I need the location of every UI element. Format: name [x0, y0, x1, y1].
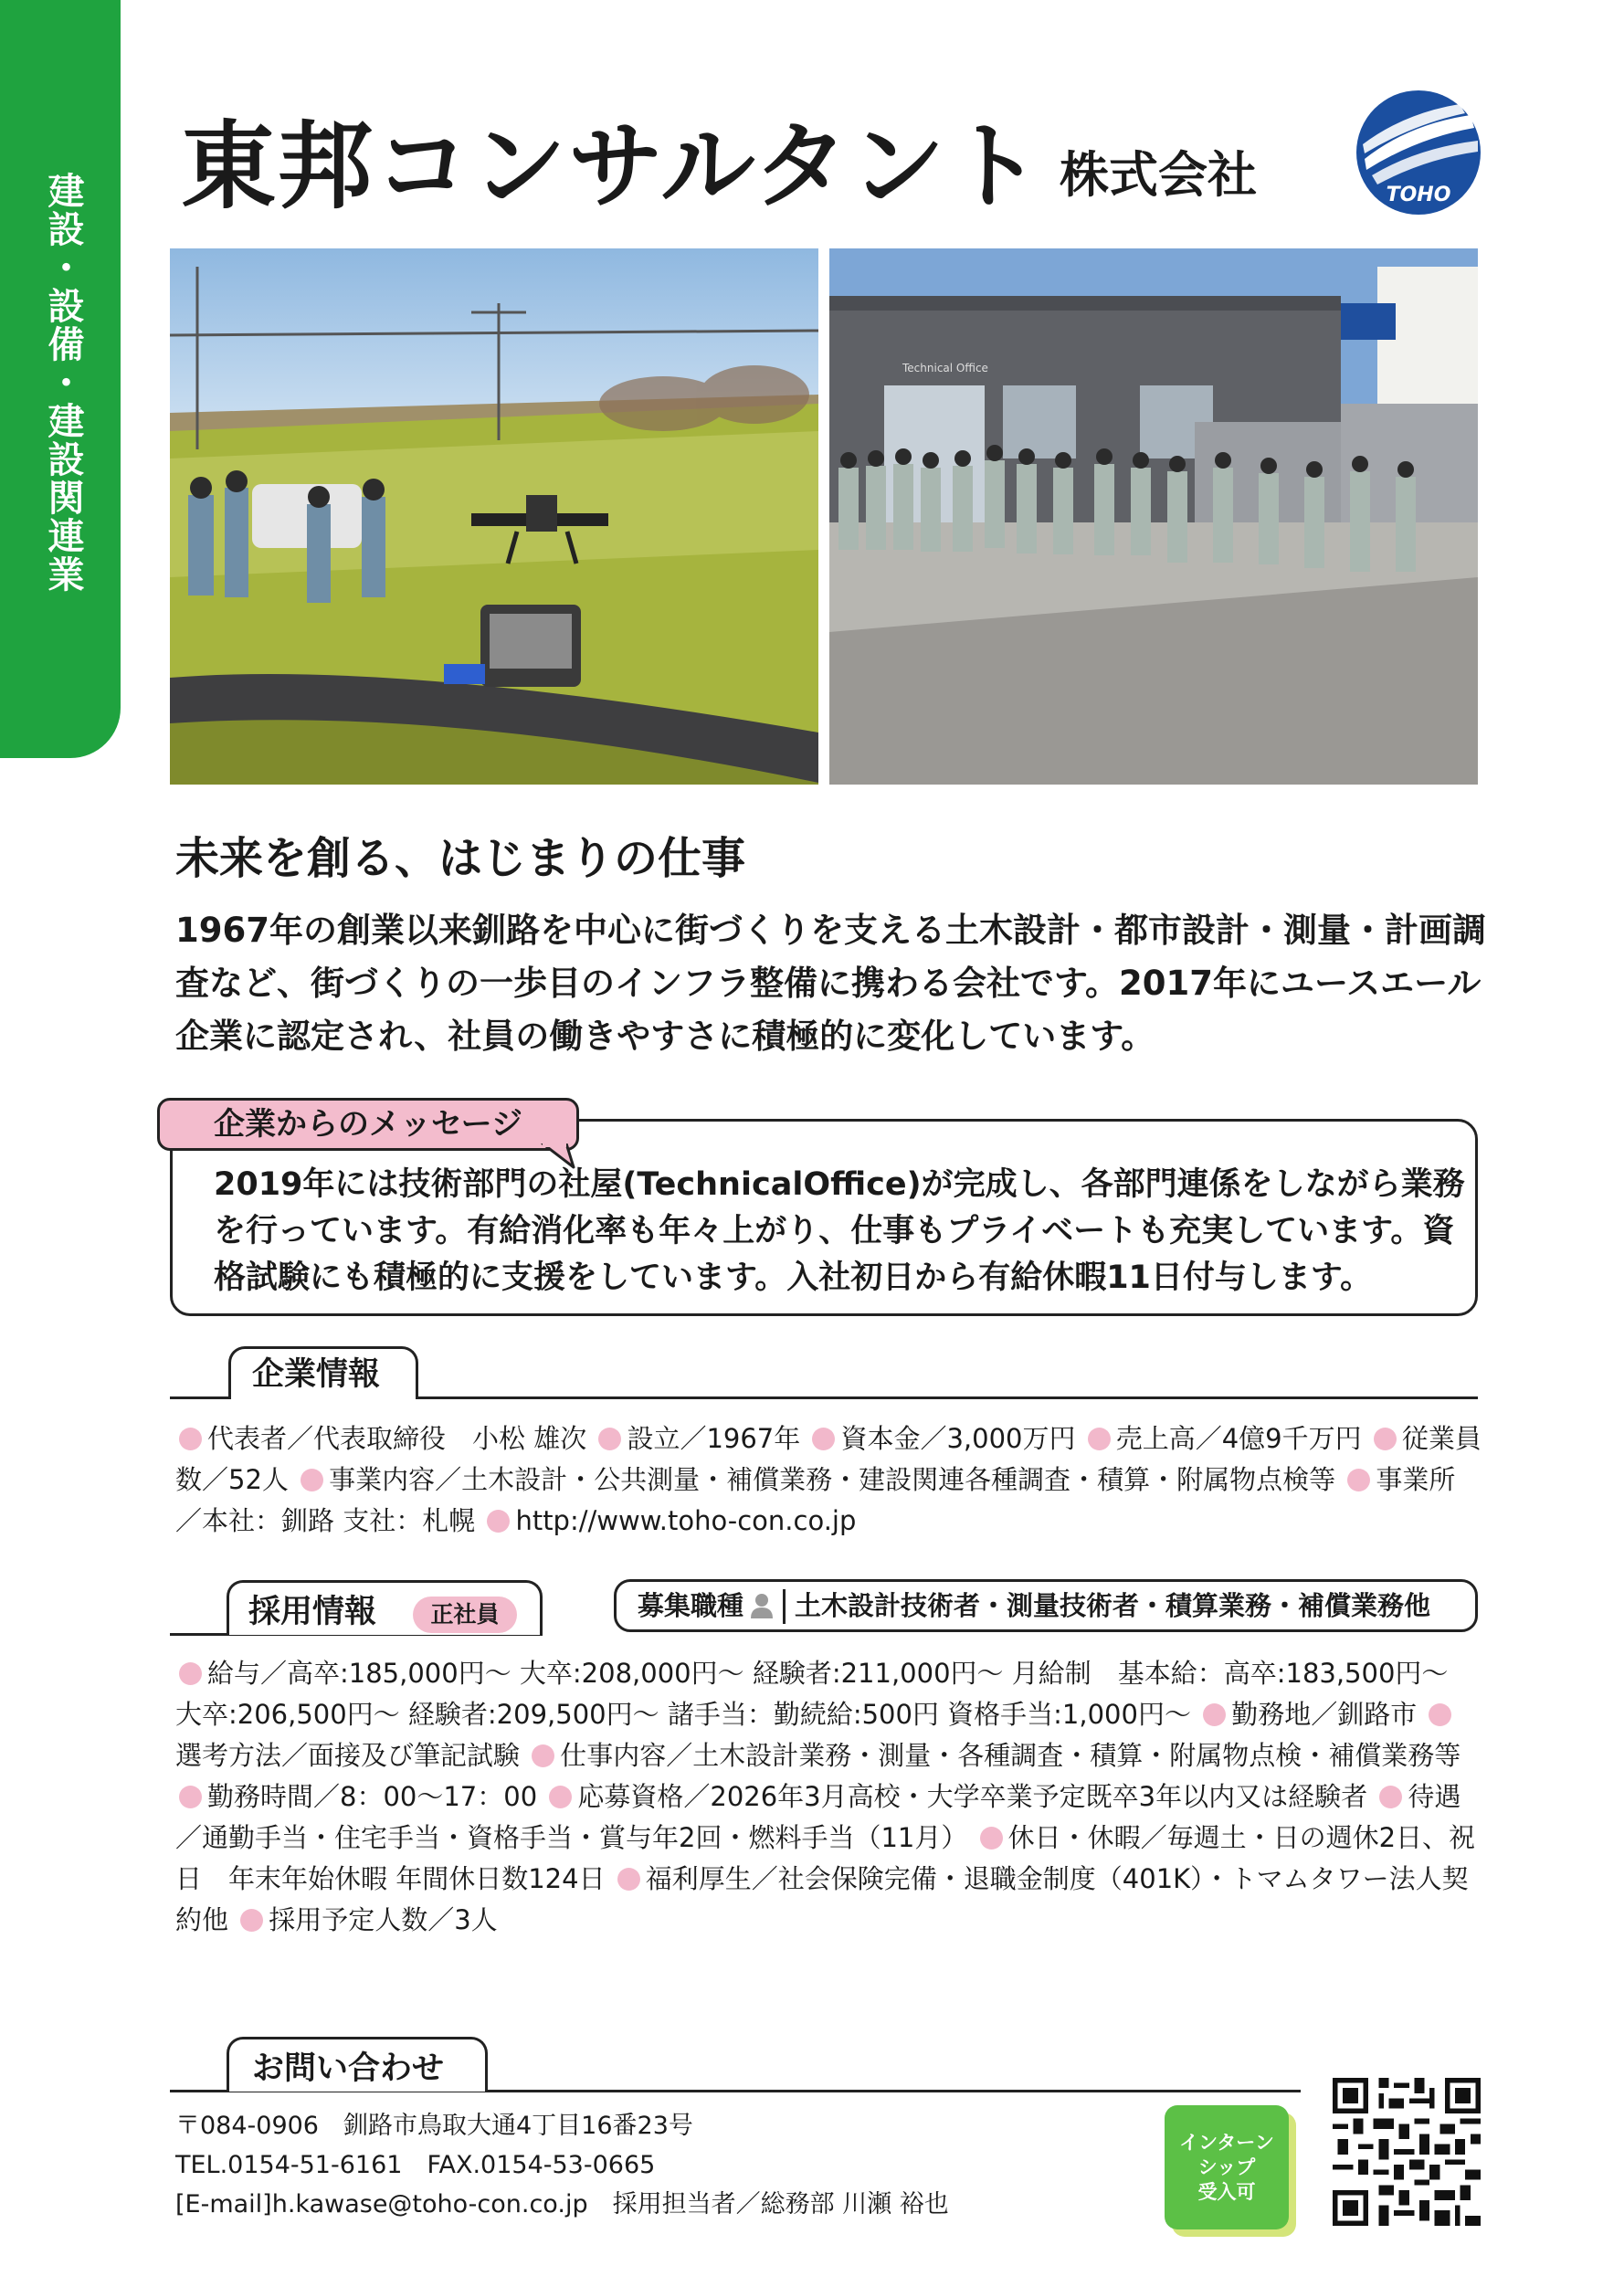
- photo-drone-survey: [170, 248, 818, 785]
- info-offices: 事業所／本社：釧路 支社：札幌: [175, 1464, 1456, 1536]
- contact-label: お問い合わせ: [252, 2050, 445, 2087]
- company-website-link[interactable]: http://www.toho-con.co.jp: [515, 1505, 857, 1536]
- bullet-icon: [617, 1868, 640, 1891]
- company-info-text: [175, 1418, 1482, 1542]
- info-sales: 売上高／4億9千万円: [1115, 1423, 1362, 1454]
- contact-address: 〒084-0906 釧路市鳥取大通4丁目16番23号: [175, 2112, 693, 2140]
- recruit-qualification: 応募資格／2026年3月高校・大学卒業予定既卒3年以内又は経験者: [577, 1781, 1368, 1812]
- recruit-text: [175, 1653, 1482, 1941]
- bullet-icon: [1429, 1703, 1451, 1726]
- bullet-icon: [1347, 1469, 1370, 1491]
- bullet-icon: [812, 1428, 835, 1450]
- job-category-label: 募集職種: [638, 1590, 744, 1621]
- employment-type-badge: 正社員: [413, 1597, 517, 1633]
- bullet-icon: [532, 1744, 554, 1767]
- info-employees: 従業員数／52人: [175, 1423, 1482, 1495]
- bullet-icon: [179, 1786, 202, 1808]
- contact-email[interactable]: [E-mail]h.kawase@toho-con.co.jp 採用担当者／総務部 川瀬 裕也: [175, 2190, 949, 2218]
- bullet-icon: [301, 1469, 323, 1491]
- message-text: 2019年には技術部門の社屋(TechnicalOffice)が完成し、各部門連係をしながら業務を行っています。有給消化率も年々上がり、仕事もプライベートも充実しています。資格試験にも積極的に支援をしています。入社初日から有給休暇11日付与します。: [214, 1166, 1465, 1296]
- bullet-icon: [1203, 1703, 1226, 1726]
- bullet-icon: [1379, 1786, 1402, 1808]
- info-founded: 設立／1967年: [627, 1423, 801, 1454]
- recruit-headcount: 採用予定人数／3人: [269, 1904, 498, 1935]
- info-representative: 代表者／代表取締役 小松 雄次: [207, 1423, 587, 1454]
- company-suffix: 株式会社: [1060, 146, 1257, 204]
- person-icon: [750, 1593, 774, 1618]
- logo-text: TOHO: [1386, 184, 1451, 206]
- info-business: 事業内容／土木設計・公共測量・補償業務・建設関連各種調査・積算・附属物点検等: [329, 1464, 1336, 1495]
- toho-logo-icon: [1354, 88, 1483, 217]
- bullet-icon: [980, 1827, 1003, 1850]
- bullet-icon: [487, 1510, 510, 1533]
- recruit-salary: 給与／高卒:185,000円～ 大卒:208,000円～ 経験者:211,000円～ 月給制 基本給：高卒:183,500円～ 大卒:206,500円～ 経験者:209,500円～ 諸手当：勤続給:500円 資格手当:1,000円～: [175, 1658, 1449, 1730]
- bullet-icon: [1374, 1428, 1397, 1450]
- recruit-job-content: 仕事内容／土木設計業務・測量・各種調査・積算・附属物点検・補償業務等: [560, 1740, 1461, 1771]
- bullet-icon: [549, 1786, 572, 1808]
- photo-technical-office: [829, 248, 1478, 785]
- info-capital: 資本金／3,000万円: [840, 1423, 1076, 1454]
- recruit-benefits: 待遇／通勤手当・住宅手当・資格手当・賞与年2回・燃料手当（11月）: [175, 1781, 1461, 1853]
- bullet-icon: [179, 1428, 202, 1450]
- recruit-label: 採用情報: [248, 1594, 377, 1630]
- qr-code-icon[interactable]: [1333, 2078, 1481, 2226]
- category-label: 建設・設備・建設関連業: [42, 172, 84, 594]
- recruit-holidays: 休日・休暇／毎週土・日の週休2日、祝日 年末年始休暇 年間休日数124日: [175, 1822, 1476, 1894]
- contact-text: [175, 2106, 949, 2224]
- bullet-icon: [179, 1662, 202, 1685]
- bullet-icon: [1088, 1428, 1111, 1450]
- company-info-label: 企業情報: [252, 1356, 381, 1393]
- catch-title: 未来を創る、はじまりの仕事: [175, 833, 746, 884]
- internship-badge: インターン シップ 受入可: [1165, 2105, 1289, 2229]
- recruit-location: 勤務地／釧路市: [1231, 1699, 1418, 1730]
- recruit-selection: 選考方法／面接及び筆記試験: [175, 1740, 521, 1771]
- bullet-icon: [598, 1428, 621, 1450]
- recruit-welfare: 福利厚生／社会保険完備・退職金制度（401K）・トマムタワー法人契約他: [175, 1863, 1469, 1935]
- job-category-text: 土木設計技術者・測量技術者・積算業務・補償業務他: [795, 1590, 1431, 1621]
- message-label: 企業からのメッセージ: [214, 1106, 522, 1143]
- company-name: 東邦コンサルタント: [181, 111, 1044, 222]
- contact-phone: TEL.0154-51-6161 FAX.0154-53-0665: [175, 2151, 656, 2179]
- office-sign: Technical Office: [902, 362, 988, 374]
- bullet-icon: [240, 1909, 263, 1932]
- job-separator: [783, 1589, 786, 1624]
- intro-text: 1967年の創業以来釧路を中心に街づくりを支える土木設計・都市設計・測量・計画調査など、街づくりの一歩目のインフラ整備に携わる会社です。2017年にユースエール企業に認定され、社員の働きやすさに積極的に変化しています。: [175, 911, 1486, 1056]
- recruit-hours: 勤務時間／8：00～17：00: [207, 1781, 538, 1812]
